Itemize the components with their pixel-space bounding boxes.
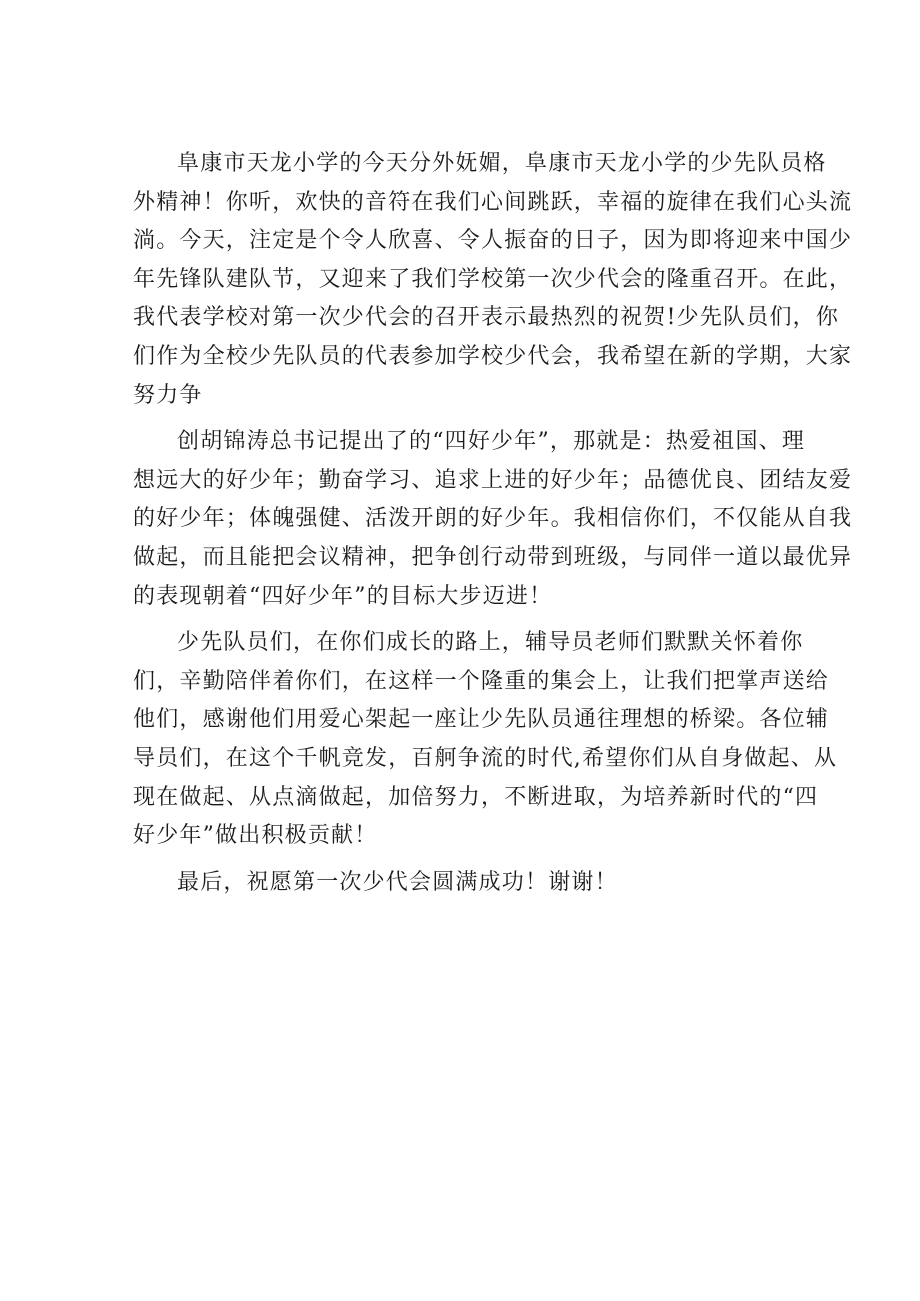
paragraph-line: 的表现朝着“四好少年”的目标大步迈进！ bbox=[133, 583, 553, 609]
paragraph-line: 现在做起、从点滴做起，加倍努力，不断进取，为培养新时代的“四 bbox=[133, 784, 819, 810]
paragraph-line: 少先队员们，在你们成长的路上，辅导员老师们默默关怀着你 bbox=[177, 630, 804, 656]
paragraph-line: 们，辛勤陪伴着你们，在这样一个隆重的集会上，让我们把掌声送给 bbox=[133, 668, 830, 694]
paragraph-line: 我代表学校对第一次少代会的召开表示最热烈的祝贺!少先队员们，你 bbox=[133, 305, 840, 331]
paragraph-line: 他们，感谢他们用爱心架起一座让少先队员通往理想的桥梁。各位辅 bbox=[133, 707, 830, 733]
paragraph-line: 淌。今天，注定是个令人欣喜、令人振奋的日子，因为即将迎来中国少 bbox=[133, 228, 853, 254]
paragraph-line: 导员们，在这个千帆竞发，百舸争流的时代,希望你们从自身做起、从 bbox=[133, 745, 838, 771]
paragraph-line: 最后，祝愿第一次少代会圆满成功！谢谢！ bbox=[177, 869, 618, 895]
paragraph-line: 做起，而且能把会议精神，把争创行动带到班级，与同伴一道以最优异 bbox=[133, 544, 853, 570]
paragraph-line: 年先锋队建队节，又迎来了我们学校第一次少代会的隆重召开。在此， bbox=[133, 266, 853, 292]
paragraph-four-good-youth bbox=[133, 423, 853, 616]
paragraph-line: 阜康市天龙小学的今天分外妩媚，阜康市天龙小学的少先队员格 bbox=[177, 151, 827, 176]
paragraph-opening bbox=[133, 145, 853, 415]
paragraph-line: 好少年”做出积极贡献！ bbox=[133, 823, 378, 849]
paragraph-line: 的好少年；体魄强健、活泼开朗的好少年。我相信你们，不仅能从自我 bbox=[133, 506, 853, 532]
document-body bbox=[133, 145, 853, 902]
paragraph-line: 外精神！你听，欢快的音符在我们心间跳跃，幸福的旋律在我们心头流 bbox=[133, 189, 853, 215]
paragraph-line: 努力争 bbox=[133, 382, 203, 408]
paragraph-line: 创胡锦涛总书记提出了的“四好少年”，那就是：热爱祖国、理 bbox=[177, 429, 806, 455]
paragraph-closing bbox=[133, 864, 805, 903]
paragraph-line: 们作为全校少先队员的代表参加学校少代会，我希望在新的学期，大家 bbox=[133, 343, 853, 369]
paragraph-line: 想远大的好少年；勤奋学习、追求上进的好少年；品德优良、团结友爱 bbox=[133, 467, 853, 493]
paragraph-counselors bbox=[133, 624, 838, 856]
